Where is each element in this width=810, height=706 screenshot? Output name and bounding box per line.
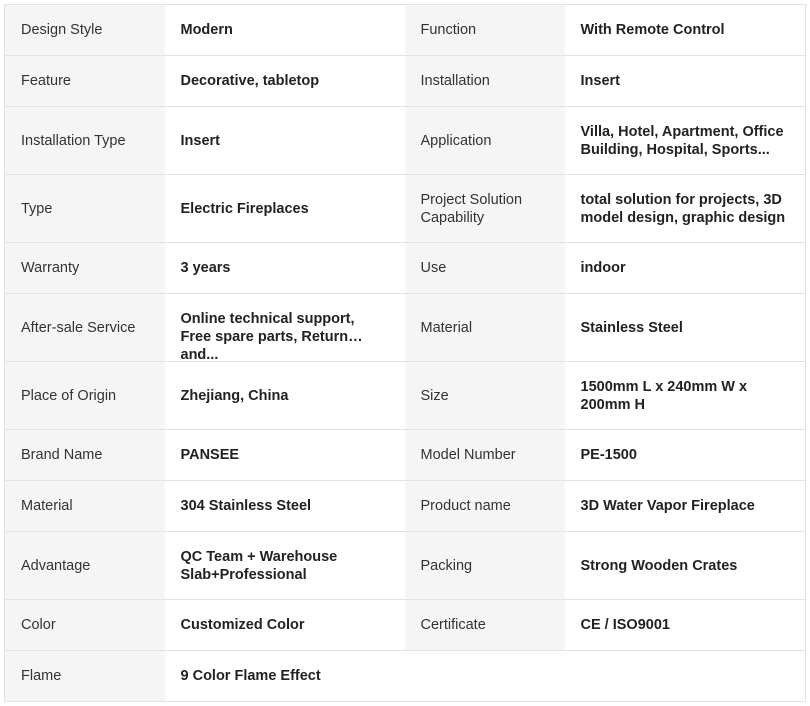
spec-key: Brand Name: [5, 430, 165, 481]
table-row: [5, 651, 806, 702]
spec-value: Customized Color: [165, 600, 405, 651]
spec-value-text: Villa, Hotel, Apartment, Office Building, Hospital, Sports...: [580, 123, 784, 158]
spec-value: Electric Fireplaces: [165, 175, 405, 243]
table-row: [5, 243, 806, 294]
table-row: [5, 600, 806, 651]
spec-value: PANSEE: [165, 430, 405, 481]
spec-value: [565, 362, 806, 430]
empty-cell: [565, 651, 806, 702]
spec-key: Packing: [405, 532, 565, 600]
table-row: [5, 56, 806, 107]
spec-value: 9 Color Flame Effect: [165, 651, 405, 702]
spec-value-text: total solution for projects, 3D model design, graphic design: [580, 191, 786, 226]
spec-value: indoor: [565, 243, 806, 294]
spec-key: Material: [405, 294, 565, 362]
table-row: [5, 175, 806, 243]
table-row: [5, 107, 806, 175]
spec-key: Flame: [5, 651, 165, 702]
spec-key: Application: [405, 107, 565, 175]
spec-value: Zhejiang, China: [165, 362, 405, 430]
spec-key: Product name: [405, 481, 565, 532]
spec-key: Model Number: [405, 430, 565, 481]
spec-value: Decorative, tabletop: [165, 56, 405, 107]
product-spec-table: [4, 4, 806, 702]
spec-key: Design Style: [5, 5, 165, 56]
spec-value: With Remote Control: [565, 5, 806, 56]
spec-value: Stainless Steel: [565, 294, 806, 362]
spec-value: [165, 532, 405, 600]
spec-value: [565, 107, 806, 175]
spec-key: Feature: [5, 56, 165, 107]
spec-value: [165, 294, 405, 362]
spec-key: Use: [405, 243, 565, 294]
spec-key: Installation: [405, 56, 565, 107]
spec-value: 304 Stainless Steel: [165, 481, 405, 532]
spec-value: 3D Water Vapor Fireplace: [565, 481, 806, 532]
table-row: [5, 362, 806, 430]
spec-key: Installation Type: [5, 107, 165, 175]
spec-key-text: Project Solution Capability: [420, 191, 523, 226]
spec-key: Color: [5, 600, 165, 651]
empty-cell: [405, 651, 565, 702]
spec-key: Advantage: [5, 532, 165, 600]
table-row: [5, 5, 806, 56]
spec-key: Warranty: [5, 243, 165, 294]
spec-value-text: 1500mm L x 240mm W x 200mm H: [580, 378, 748, 413]
table-row: [5, 430, 806, 481]
spec-key: Function: [405, 5, 565, 56]
table-row: [5, 532, 806, 600]
table-row: [5, 294, 806, 362]
spec-key: [405, 175, 565, 243]
spec-value: Insert: [165, 107, 405, 175]
spec-value: [565, 175, 806, 243]
spec-value: Modern: [165, 5, 405, 56]
spec-key: Size: [405, 362, 565, 430]
spec-key: After-sale Service: [5, 294, 165, 362]
spec-value-text: QC Team + Warehouse Slab+Professional: [180, 548, 338, 583]
spec-value: CE / ISO9001: [565, 600, 806, 651]
spec-value: PE-1500: [565, 430, 806, 481]
spec-key: Place of Origin: [5, 362, 165, 430]
spec-key: Certificate: [405, 600, 565, 651]
spec-value: Strong Wooden Crates: [565, 532, 806, 600]
table-row: [5, 481, 806, 532]
spec-key: Type: [5, 175, 165, 243]
spec-value-text: Online technical support, Free spare parts, Return and...: [180, 310, 355, 363]
spec-key: Material: [5, 481, 165, 532]
spec-value: 3 years: [165, 243, 405, 294]
spec-value: Insert: [565, 56, 806, 107]
